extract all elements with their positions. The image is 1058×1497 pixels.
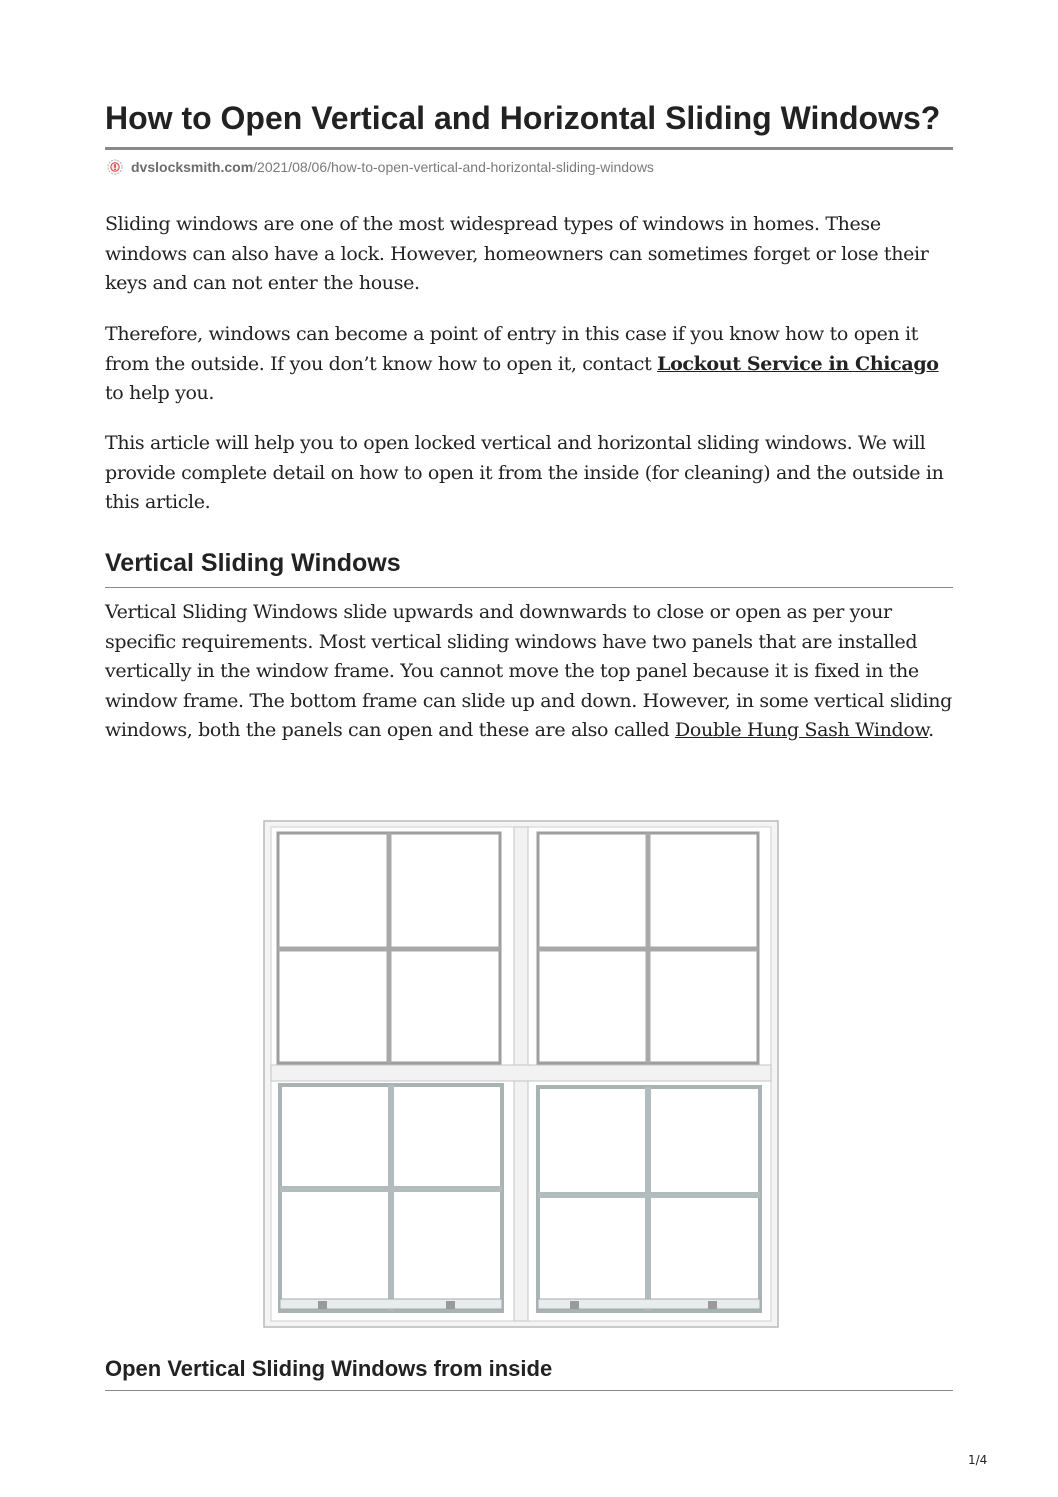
source-line[interactable] [107,157,654,177]
entry-point-paragraph [105,320,957,409]
double-hung-sash-link[interactable]: Double Hung Sash Window [674,719,929,741]
paragraph-text: to help you. [105,382,215,404]
section-divider [105,1390,953,1391]
vertical-description-paragraph [105,598,957,746]
lockout-service-link[interactable]: Lockout Service in Chicago [657,352,939,375]
source-domain[interactable]: dvslocksmith.com [131,159,254,175]
section-divider [105,587,953,588]
paragraph-text: . [928,719,934,741]
intro-paragraph: Sliding windows are one of the most widespread types of windows in homes. These windows can also have a lock. However, homeowners can sometimes forget or lose their keys and can not enter the house. [105,213,929,294]
section-heading-vertical: Vertical Sliding Windows [105,549,401,577]
sliding-window-image [262,815,780,1330]
paragraph-text: Vertical Sliding Windows slide upwards and downwards to close or open as per your specific requirements. Most vertical sliding windows have two panels that are installed vertically in the window frame. You cannot move the top panel because it is fixed in the window frame. The bottom frame can slide up and down. However, in some vertical sliding windows, both the panels can open and these are also called [105,601,952,741]
article-title: How to Open Vertical and Horizontal Sliding Windows? [105,100,941,136]
site-favicon-icon [107,159,123,175]
title-divider [105,147,953,150]
page-number: 1/4 [968,1453,988,1467]
source-path[interactable]: /2021/08/06/how-to-open-vertical-and-horizontal-sliding-windows [253,159,654,175]
article-scope-paragraph: This article will help you to open locked vertical and horizontal sliding windows. We will provide complete detail on how to open it from the inside (for cleaning) and the outside in this article. [105,432,944,513]
section-heading-open-inside: Open Vertical Sliding Windows from inside [105,1356,553,1381]
paragraph-text: Therefore, windows can become a point of entry in this case if you know how to open it from the outside. If you don’t know how to open it, contact [105,323,919,375]
